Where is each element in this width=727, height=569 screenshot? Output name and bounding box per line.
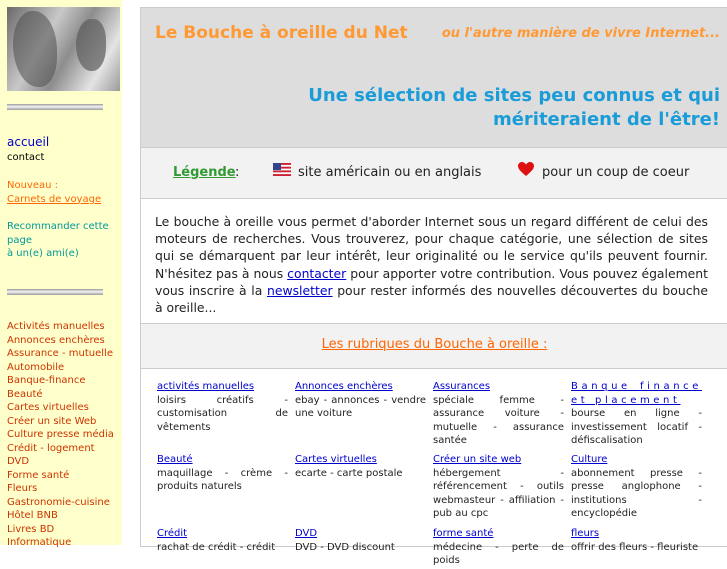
rubrique-title[interactable]: Beauté xyxy=(157,454,193,465)
rubrique-desc: hébergement - référencement - outils webmasteur - affiliation - pub au cpc xyxy=(433,467,564,519)
rubrique-desc: abonnement presse - presse anglophone - institutions - encyclopédie xyxy=(571,467,702,519)
rubrique-title[interactable]: activités manuelles xyxy=(157,381,255,392)
rubrique-title[interactable]: Créer un site web xyxy=(433,454,522,465)
rubrique-item xyxy=(433,380,564,448)
separator xyxy=(7,289,103,295)
category-link[interactable]: Hôtel BNB xyxy=(7,510,58,521)
category-link[interactable]: Gastronomie-cuisine xyxy=(7,496,110,508)
new-label: Nouveau : xyxy=(7,180,59,191)
rubrique-desc: spéciale femme - assurance voiture - mutuelle - assurance santée xyxy=(433,394,564,446)
category-link[interactable]: Livres BD xyxy=(7,523,55,535)
intro-section xyxy=(141,199,727,324)
rubrique-title[interactable]: DVD xyxy=(295,528,318,539)
rubrique-desc: bourse en ligne - investissement locatif - défiscalisation xyxy=(571,408,702,446)
rubrique-title[interactable]: Cartes virtuelles xyxy=(295,454,377,465)
rubrique-desc: maquillage - crème - produits naturels xyxy=(157,467,288,492)
intro-text-3: pour rester informés des nouvelles découvertes du bouche à oreille... xyxy=(155,282,708,316)
rubrique-item xyxy=(571,380,702,448)
main-panel xyxy=(140,7,727,566)
legend-us-text: site américain ou en anglais xyxy=(298,165,482,180)
rubrique-item xyxy=(433,527,564,568)
intro-text-2: pour apporter votre contribution. Vous pouvez également vous inscrire à la xyxy=(155,265,708,298)
nav-contact[interactable]: contact xyxy=(7,151,45,163)
recommend-line3[interactable]: à un(e) ami(e) xyxy=(7,248,79,259)
rubrique-item xyxy=(157,380,288,434)
category-link[interactable]: Annonces enchères xyxy=(7,334,105,346)
face-silhouette xyxy=(13,11,57,87)
rubrique-item xyxy=(157,527,288,554)
logo-photo xyxy=(7,7,120,91)
rubriques-grid xyxy=(141,369,727,569)
category-link[interactable]: Crédit - logement xyxy=(7,442,95,454)
legend-colon: : xyxy=(235,165,240,180)
rubrique-item xyxy=(571,453,702,521)
us-flag-icon xyxy=(273,163,291,176)
rubrique-desc: ecarte - carte postale xyxy=(295,467,403,479)
category-link[interactable]: Activités manuelles xyxy=(7,321,105,332)
rubrique-item xyxy=(433,453,564,521)
sidebar xyxy=(0,0,122,548)
category-link[interactable]: Fleurs xyxy=(7,483,38,494)
rubrique-title[interactable]: Assurances xyxy=(433,381,491,392)
rubrique-desc: loisirs créatifs - customisation de vêtements xyxy=(157,394,288,433)
recommend-line1[interactable]: Recommander cette xyxy=(7,221,109,232)
category-link[interactable]: Informatique xyxy=(7,537,72,548)
category-link[interactable]: Culture presse média xyxy=(7,429,114,440)
rubrique-item xyxy=(157,453,288,494)
intro-paragraph xyxy=(155,213,708,316)
separator xyxy=(7,104,103,110)
rubrique-title[interactable]: fleurs xyxy=(571,528,600,539)
new-link[interactable]: Carnets de voyage xyxy=(7,193,102,205)
ear-silhouette xyxy=(76,19,106,71)
category-link[interactable]: Créer un site Web xyxy=(7,415,97,427)
rubrique-desc: médecine - perte de poids xyxy=(433,541,564,566)
headline: Une sélection de sites peu connus et qui mériteraient de l'être! xyxy=(308,85,720,130)
rubrique-title[interactable]: Culture xyxy=(571,454,608,465)
category-link[interactable]: Beauté xyxy=(7,388,43,400)
category-link[interactable]: Assurance - mutuelle xyxy=(7,348,113,359)
rubrique-item xyxy=(571,527,702,554)
intro-text-1: Le bouche à oreille vous permet d'aborder Internet sous un regard différent de celui des moteurs de recherches. Vous trouverez, pour chaque catégorie, une sélection de sites qui se démarquent par leur intérêt, leur originalité ou le service qu'ils peuvent fournir. N'hésitez pas à nous xyxy=(155,214,708,281)
contact-link[interactable]: contacter xyxy=(287,265,347,281)
rubrique-title[interactable]: Banque finance et placement xyxy=(571,381,702,406)
rubrique-item xyxy=(295,527,426,554)
recommend-line2[interactable]: page xyxy=(7,234,32,246)
rubrique-item xyxy=(295,453,426,480)
nav-accueil[interactable]: accueil xyxy=(7,135,50,149)
rubrique-desc: offrir des fleurs - fleuriste xyxy=(571,541,699,553)
rubriques-title[interactable]: Les rubriques du Bouche à oreille : xyxy=(321,337,548,352)
header xyxy=(141,8,727,148)
rubrique-desc: rachat de crédit - crédit xyxy=(157,541,276,553)
category-link[interactable]: Automobile xyxy=(7,361,65,373)
rubrique-desc: ebay - annonces - vendre une voiture xyxy=(295,394,426,419)
heart-icon xyxy=(518,162,534,177)
legend-label: Légende xyxy=(173,165,236,180)
rubrique-title[interactable]: Crédit xyxy=(157,528,188,539)
site-title: Le Bouche à oreille du Net xyxy=(155,23,408,43)
category-link[interactable]: Banque-finance xyxy=(7,375,86,386)
site-tagline: ou l'autre manière de vivre Internet... xyxy=(441,26,720,41)
rubrique-title[interactable]: Annonces enchères xyxy=(295,381,393,392)
legend-heart-text: pour un coup de coeur xyxy=(542,165,690,180)
newsletter-link[interactable]: newsletter xyxy=(266,282,333,298)
category-link[interactable]: Forme santé xyxy=(7,469,70,481)
category-list xyxy=(7,320,114,550)
legend-bar xyxy=(141,148,727,199)
rubriques-header xyxy=(141,324,727,369)
rubrique-item xyxy=(295,380,426,421)
rubrique-desc: DVD - DVD discount xyxy=(295,541,395,553)
rubrique-title[interactable]: forme santé xyxy=(433,528,494,539)
category-link[interactable]: DVD xyxy=(7,456,30,467)
category-link[interactable]: Cartes virtuelles xyxy=(7,402,89,413)
